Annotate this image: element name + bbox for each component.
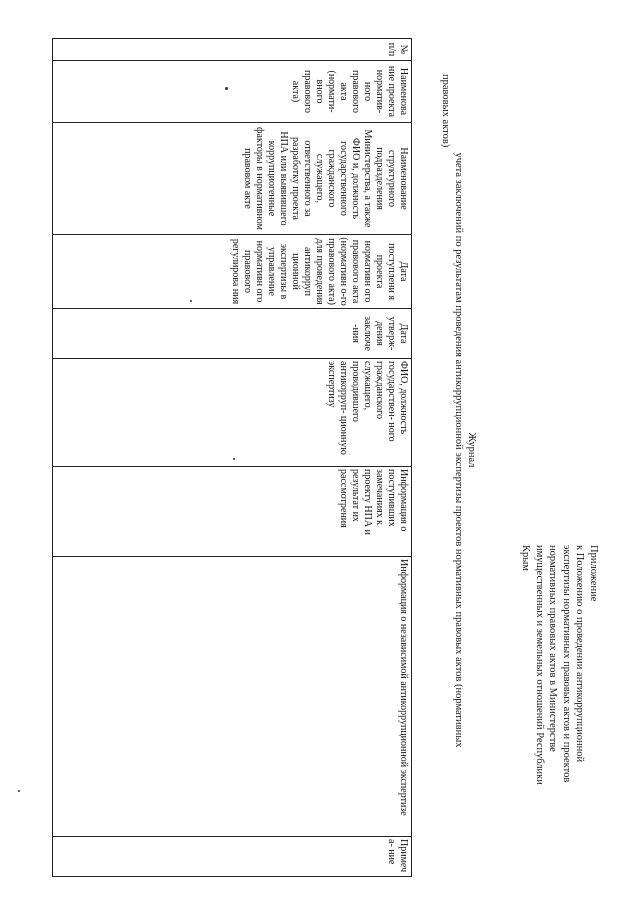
column-header-receipt-date: Дата поступлени я проекта нормативн ого правового акта (нормативн о-го правового акта) для проведения антикорруп ционной экспертизы в управление нормативн ого правового регулирова ния [53, 235, 412, 309]
column-header-number: № п/п [53, 39, 412, 61]
journal-table [52, 38, 412, 877]
table-header-row [53, 39, 412, 877]
appendix-line: к Положению о проведении антикоррупционной [574, 545, 586, 763]
column-header-approval-date: Дата утверж- дения заключе -ния [53, 309, 412, 359]
appendix-line: Крым [520, 545, 532, 571]
appendix-line: Приложение [588, 545, 599, 602]
journal-heading: Журнал [466, 432, 477, 468]
scan-speck [190, 300, 192, 302]
appendix-line: имущественных и земельных отношений Республики [534, 545, 545, 785]
journal-subtitle-continued: правовых актов) [440, 74, 451, 148]
column-header-act-name: Наименова ние проекта норматив- ного правового акта (нормати- вного правового акта) [53, 61, 412, 123]
column-header-department: Наименование структурного подразделения Министерства, а также ФИО и, должность государственного гражданского служащего, ответственного за разработку проекта НПА или выявившего коррупциогенные факторы в нормативном правовом акте [53, 123, 412, 235]
column-header-note: Примеча- ние [53, 837, 412, 877]
scan-speck [18, 790, 20, 792]
appendix-line: нормативных правовых актов в Министерстве [547, 545, 559, 752]
column-header-remarks: Информация о поступивших замечаниях к проекту НПА и результат их рассмотрения [53, 467, 412, 557]
column-header-expert: ФИО, должность государствен- ного гражданского служащего, проводившего антикорруп- ционную экспертизу [53, 359, 412, 467]
scan-speck [233, 458, 235, 460]
column-header-independent-expertise: Информация о независимой антикоррупционной экспертизе [53, 557, 412, 837]
journal-subtitle: учета заключений по результатам проведения антикоррупционной экспертизы проектов нормативных правовых актов (нормативных [453, 152, 464, 748]
journal-title-block [439, 70, 478, 830]
appendix-note [519, 545, 600, 865]
appendix-line: экспертизы нормативных правовых актов и проектов [561, 545, 572, 783]
scan-speck [225, 87, 228, 90]
